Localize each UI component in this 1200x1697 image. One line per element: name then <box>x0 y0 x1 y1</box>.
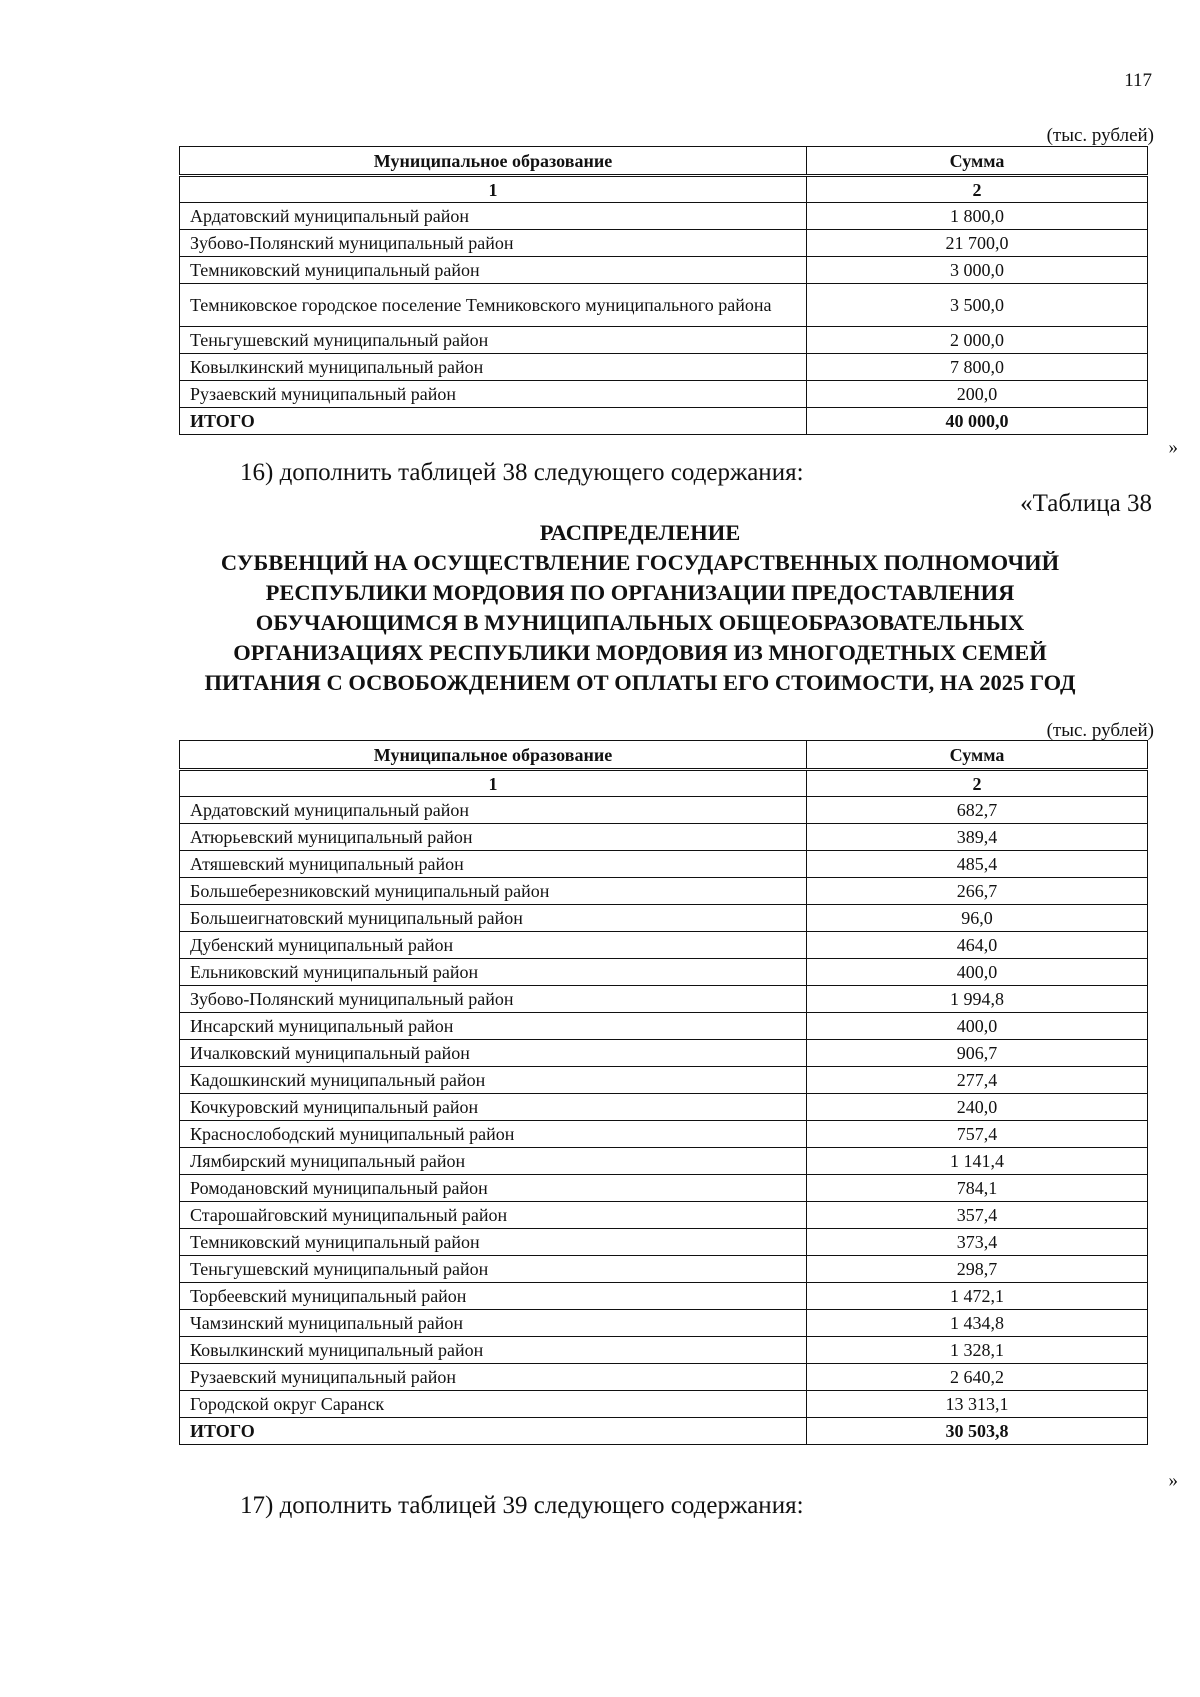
row-municipality-name: Старошайговский муниципальный район <box>180 1202 807 1229</box>
row-amount: 2 000,0 <box>807 327 1148 354</box>
table-row <box>180 327 1148 354</box>
row-amount: 1 434,8 <box>807 1310 1148 1337</box>
row-amount: 96,0 <box>807 905 1148 932</box>
row-municipality-name: Инсарский муниципальный район <box>180 1013 807 1040</box>
table2-unit-label: (тыс. рублей) <box>1046 720 1154 741</box>
row-municipality-name: Атюрьевский муниципальный район <box>180 824 807 851</box>
heading-line-5: ОРГАНИЗАЦИЯХ РЕСПУБЛИКИ МОРДОВИЯ ИЗ МНОГОДЕТНЫХ СЕМЕЙ <box>233 640 1047 665</box>
row-municipality-name: Большеберезниковский муниципальный район <box>180 878 807 905</box>
row-municipality-name: Теньгушевский муниципальный район <box>180 1256 807 1283</box>
table38-caption: «Таблица 38 <box>1020 490 1152 517</box>
row-municipality-name: Зубово-Полянский муниципальный район <box>180 986 807 1013</box>
row-municipality-name: Кочкуровский муниципальный район <box>180 1094 807 1121</box>
row-municipality-name: Атяшевский муниципальный район <box>180 851 807 878</box>
row-amount: 1 472,1 <box>807 1283 1148 1310</box>
row-amount: 1 800,0 <box>807 203 1148 230</box>
row-municipality-name: Чамзинский муниципальный район <box>180 1310 807 1337</box>
table2-close-quote: » <box>1168 1470 1178 1491</box>
heading-line-6: ПИТАНИЯ С ОСВОБОЖДЕНИЕМ ОТ ОПЛАТЫ ЕГО СТОИМОСТИ, НА 2025 ГОД <box>204 670 1076 695</box>
total-label: ИТОГО <box>180 1418 807 1445</box>
table2-colnum-1: 1 <box>180 770 807 797</box>
table1-close-quote: » <box>1168 437 1178 458</box>
row-amount: 906,7 <box>807 1040 1148 1067</box>
table-row <box>180 257 1148 284</box>
row-municipality-name: Ковылкинский муниципальный район <box>180 354 807 381</box>
row-amount: 373,4 <box>807 1229 1148 1256</box>
row-municipality-name: Рузаевский муниципальный район <box>180 381 807 408</box>
row-amount: 3 000,0 <box>807 257 1148 284</box>
table-row <box>180 824 1148 851</box>
table-row <box>180 1013 1148 1040</box>
row-municipality-name: Теньгушевский муниципальный район <box>180 327 807 354</box>
table1-column-number-row <box>180 176 1148 203</box>
row-municipality-name: Темниковское городское поселение Темниковского муниципального района <box>180 284 807 327</box>
row-amount: 21 700,0 <box>807 230 1148 257</box>
row-municipality-name: Дубенский муниципальный район <box>180 932 807 959</box>
table-row <box>180 1310 1148 1337</box>
table-row <box>180 1067 1148 1094</box>
table-row <box>180 381 1148 408</box>
heading-line-4: ОБУЧАЮЩИМСЯ В МУНИЦИПАЛЬНЫХ ОБЩЕОБРАЗОВАТЕЛЬНЫХ <box>255 610 1025 635</box>
table-row <box>180 1391 1148 1418</box>
row-amount: 1 328,1 <box>807 1337 1148 1364</box>
row-municipality-name: Торбеевский муниципальный район <box>180 1283 807 1310</box>
paragraph-17: 17) дополнить таблицей 39 следующего содержания: <box>240 1492 804 1519</box>
table1-header-name: Муниципальное образование <box>180 147 807 176</box>
table-row <box>180 230 1148 257</box>
table-row <box>180 959 1148 986</box>
row-amount: 13 313,1 <box>807 1391 1148 1418</box>
row-amount: 400,0 <box>807 959 1148 986</box>
table-row <box>180 1283 1148 1310</box>
row-amount: 240,0 <box>807 1094 1148 1121</box>
table1-header-row <box>180 147 1148 176</box>
table-row <box>180 932 1148 959</box>
table1-header-amount: Сумма <box>807 147 1148 176</box>
table-row <box>180 905 1148 932</box>
table-row <box>180 851 1148 878</box>
row-municipality-name: Темниковский муниципальный район <box>180 257 807 284</box>
row-amount: 389,4 <box>807 824 1148 851</box>
row-municipality-name: Краснослободский муниципальный район <box>180 1121 807 1148</box>
table2-header-name: Муниципальное образование <box>180 741 807 770</box>
paragraph-16: 16) дополнить таблицей 38 следующего содержания: <box>240 459 804 486</box>
row-municipality-name: Большеигнатовский муниципальный район <box>180 905 807 932</box>
row-amount: 3 500,0 <box>807 284 1148 327</box>
table2 <box>179 740 1148 1445</box>
row-municipality-name: Ельниковский муниципальный район <box>180 959 807 986</box>
heading-line-2: СУБВЕНЦИЙ НА ОСУЩЕСТВЛЕНИЕ ГОСУДАРСТВЕННЫХ ПОЛНОМОЧИЙ <box>220 550 1060 575</box>
table-row <box>180 203 1148 230</box>
table-row <box>180 878 1148 905</box>
table-row <box>180 1094 1148 1121</box>
table-row <box>180 284 1148 327</box>
row-amount: 784,1 <box>807 1175 1148 1202</box>
table1-unit-label: (тыс. рублей) <box>1046 125 1154 146</box>
row-municipality-name: Ардатовский муниципальный район <box>180 203 807 230</box>
table-row <box>180 354 1148 381</box>
total-amount: 30 503,8 <box>807 1418 1148 1445</box>
heading-line-1: РАСПРЕДЕЛЕНИЕ <box>539 520 741 545</box>
row-municipality-name: Зубово-Полянский муниципальный район <box>180 230 807 257</box>
total-row <box>180 1418 1148 1445</box>
row-amount: 1 994,8 <box>807 986 1148 1013</box>
table-row <box>180 1229 1148 1256</box>
row-municipality-name: Рузаевский муниципальный район <box>180 1364 807 1391</box>
table-row <box>180 1175 1148 1202</box>
row-amount: 266,7 <box>807 878 1148 905</box>
page-number: 117 <box>1124 70 1152 91</box>
table-row <box>180 1256 1148 1283</box>
table2-header-row <box>180 741 1148 770</box>
table-row <box>180 797 1148 824</box>
row-amount: 485,4 <box>807 851 1148 878</box>
row-municipality-name: Лямбирский муниципальный район <box>180 1148 807 1175</box>
row-municipality-name: Ромодановский муниципальный район <box>180 1175 807 1202</box>
row-municipality-name: Темниковский муниципальный район <box>180 1229 807 1256</box>
row-municipality-name: Ардатовский муниципальный район <box>180 797 807 824</box>
row-municipality-name: Городской округ Саранск <box>180 1391 807 1418</box>
table38-heading <box>160 518 1120 698</box>
row-municipality-name: Кадошкинский муниципальный район <box>180 1067 807 1094</box>
row-amount: 1 141,4 <box>807 1148 1148 1175</box>
total-label: ИТОГО <box>180 408 807 435</box>
row-amount: 682,7 <box>807 797 1148 824</box>
table-row <box>180 1040 1148 1067</box>
table2-colnum-2: 2 <box>807 770 1148 797</box>
row-amount: 757,4 <box>807 1121 1148 1148</box>
table-row <box>180 1337 1148 1364</box>
row-municipality-name: Ичалковский муниципальный район <box>180 1040 807 1067</box>
row-amount: 464,0 <box>807 932 1148 959</box>
table2-column-number-row <box>180 770 1148 797</box>
row-amount: 2 640,2 <box>807 1364 1148 1391</box>
table1-colnum-2: 2 <box>807 176 1148 203</box>
row-amount: 7 800,0 <box>807 354 1148 381</box>
total-row <box>180 408 1148 435</box>
row-amount: 400,0 <box>807 1013 1148 1040</box>
row-municipality-name: Ковылкинский муниципальный район <box>180 1337 807 1364</box>
table1-colnum-1: 1 <box>180 176 807 203</box>
row-amount: 298,7 <box>807 1256 1148 1283</box>
heading-line-3: РЕСПУБЛИКИ МОРДОВИЯ ПО ОРГАНИЗАЦИИ ПРЕДОСТАВЛЕНИЯ <box>265 580 1015 605</box>
table-row <box>180 1148 1148 1175</box>
row-amount: 200,0 <box>807 381 1148 408</box>
table-row <box>180 1121 1148 1148</box>
row-amount: 357,4 <box>807 1202 1148 1229</box>
table-row <box>180 1202 1148 1229</box>
table2-header-amount: Сумма <box>807 741 1148 770</box>
table1 <box>179 146 1148 435</box>
row-amount: 277,4 <box>807 1067 1148 1094</box>
total-amount: 40 000,0 <box>807 408 1148 435</box>
table-row <box>180 1364 1148 1391</box>
table-row <box>180 986 1148 1013</box>
